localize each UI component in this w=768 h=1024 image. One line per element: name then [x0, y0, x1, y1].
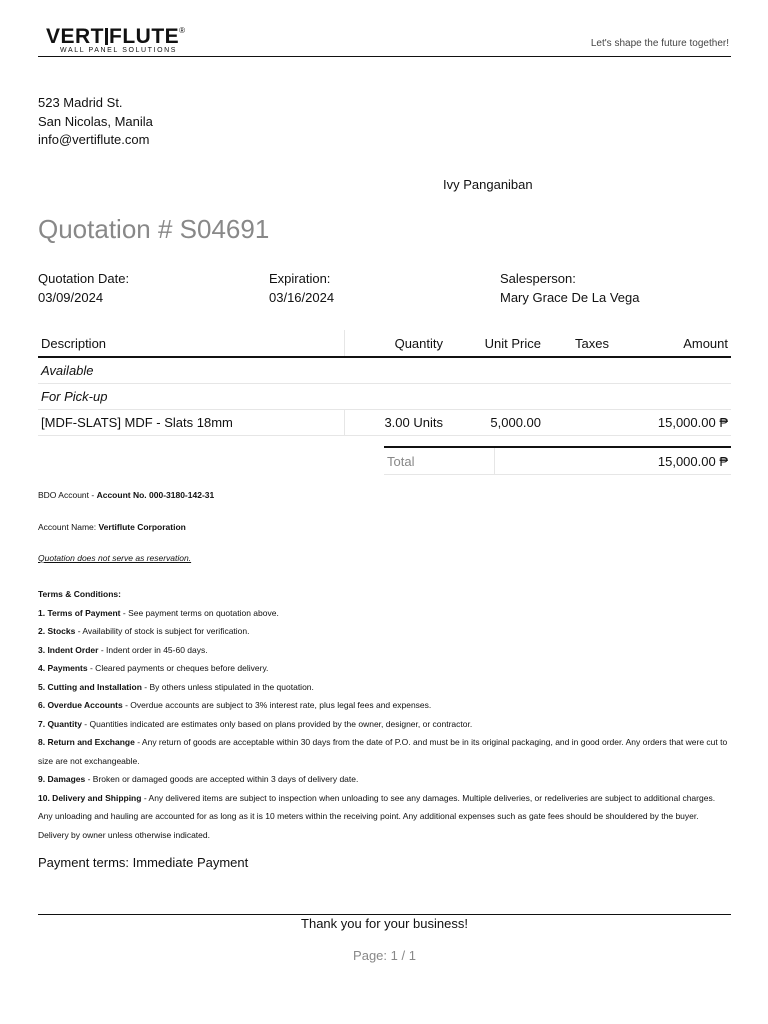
col-quantity: Quantity: [345, 330, 447, 357]
total-label: Total: [384, 447, 495, 475]
bank-account-name: Account Name: Vertiflute Corporation: [38, 522, 186, 532]
footer-divider: [38, 914, 731, 915]
line-taxes: [544, 410, 612, 436]
col-amount: Amount: [612, 330, 731, 357]
table-row: [38, 410, 731, 436]
expiration-block: [269, 269, 334, 307]
quotation-page: [38, 0, 731, 963]
customer-name: Ivy Panganiban: [443, 177, 533, 192]
quotation-date-value: 03/09/2024: [38, 290, 104, 305]
section-pickup: For Pick-up: [38, 384, 731, 410]
term-item: [38, 659, 731, 678]
col-taxes: Taxes: [544, 330, 612, 357]
total-row: [384, 447, 731, 475]
term-title: 10. Delivery and Shipping: [38, 792, 142, 803]
term-item: [38, 733, 731, 770]
page-number: Page: 1 / 1: [353, 948, 416, 963]
term-text: - Broken or damaged goods are accepted within 3 days of delivery date.: [85, 774, 359, 784]
term-item: [38, 789, 731, 845]
company-email: info@vertiflute.com: [38, 132, 150, 147]
table-header-row: [38, 330, 731, 357]
term-title: 2. Stocks: [38, 626, 76, 636]
logo-subtitle: WALL PANEL SOLUTIONS: [60, 47, 178, 54]
order-lines-table: [38, 330, 731, 436]
term-title: 9. Damages: [38, 774, 86, 784]
term-title: 1. Terms of Payment: [38, 607, 121, 618]
term-title: 4. Payments: [38, 663, 88, 673]
col-unit-price: Unit Price: [446, 330, 544, 357]
line-description: [MDF-SLATS] MDF - Slats 18mm: [38, 410, 345, 436]
term-text: - By others unless stipulated in the quotation.: [141, 681, 314, 692]
bank-account-number: Account No. 000-3180-142-31: [96, 490, 215, 500]
expiration-value: 03/16/2024: [269, 290, 335, 305]
line-quantity: 3.00 Units: [345, 410, 447, 436]
term-text: - Cleared payments or cheques before delivery.: [87, 663, 269, 673]
salesperson-value: Mary Grace De La Vega: [500, 290, 640, 305]
line-unit-price: 5,000.00: [446, 410, 544, 436]
term-item: [38, 696, 731, 715]
term-item: [38, 715, 731, 734]
terms-heading: Terms & Conditions:: [38, 589, 121, 599]
address-line-2: San Nicolas, Manila: [38, 113, 153, 129]
term-item: [38, 641, 731, 660]
address-line-1: 523 Madrid St.: [38, 95, 123, 110]
line-amount: 15,000.00 ₱: [612, 410, 731, 436]
term-title: 8. Return and Exchange: [38, 737, 135, 747]
total-value: 15,000.00 ₱: [495, 447, 732, 475]
term-text: - Quantities indicated are estimates only based on plans provided by the owner, designer, or contractor.: [81, 718, 473, 729]
term-text: - Any return of goods are acceptable within 30 days from the date of P.O. and must be in its original packaging, and in good order. Any orders that were cut to size are not exchangeable.: [38, 737, 728, 766]
term-item: [38, 678, 731, 697]
salesperson-block: [500, 269, 639, 307]
company-logo: VERT FLUTE® WALL PANEL SOLUTIONS: [46, 25, 186, 54]
term-title: 7. Quantity: [38, 718, 82, 729]
thank-you-message: Thank you for your business!: [301, 916, 468, 931]
terms-list: [38, 604, 731, 845]
term-title: 3. Indent Order: [38, 644, 99, 655]
term-text: - Indent order in 45-60 days.: [98, 644, 208, 655]
term-title: 6. Overdue Accounts: [38, 700, 123, 710]
expiration-label: Expiration:: [269, 271, 331, 286]
term-item: [38, 604, 731, 623]
quotation-date-label: Quotation Date:: [38, 271, 130, 286]
terms-and-conditions: [38, 585, 731, 844]
page-header: [38, 0, 731, 57]
term-title: 5. Cutting and Installation: [38, 681, 142, 692]
quotation-date-block: [38, 269, 129, 307]
term-item: [38, 770, 731, 789]
section-row: [38, 357, 731, 384]
term-text: - Any delivered items are subject to inspection when unloading to see any damages. Multiple deliveries, or redeliveries are subject to additional charges. Any unloading and hauling are accounted for as long as it is 10 meters within the receiving point. Any additional expenses such as gate fees should be shouldered by the buyer. Delivery by owner unless otherwise indicated.: [38, 792, 716, 840]
company-address: [38, 94, 153, 150]
term-text: - Availability of stock is subject for verification.: [75, 626, 250, 636]
col-description: Description: [38, 330, 345, 357]
term-text: - Overdue accounts are subject to 3% interest rate, plus legal fees and expenses.: [122, 700, 432, 710]
bank-account-holder: Vertiflute Corporation: [98, 522, 186, 532]
bank-account: BDO Account - Account No. 000-3180-142-31: [38, 490, 215, 500]
section-available: Available: [38, 357, 731, 384]
tagline: Let's shape the future together!: [590, 38, 729, 49]
totals-table: [384, 446, 731, 475]
salesperson-label: Salesperson:: [500, 271, 576, 286]
section-row: [38, 384, 731, 410]
page-title: Quotation # S04691: [38, 214, 270, 244]
payment-terms: Payment terms: Immediate Payment: [38, 855, 249, 870]
term-item: [38, 622, 731, 641]
reservation-note: Quotation does not serve as reservation.: [38, 553, 192, 563]
term-text: - See payment terms on quotation above.: [120, 607, 279, 618]
